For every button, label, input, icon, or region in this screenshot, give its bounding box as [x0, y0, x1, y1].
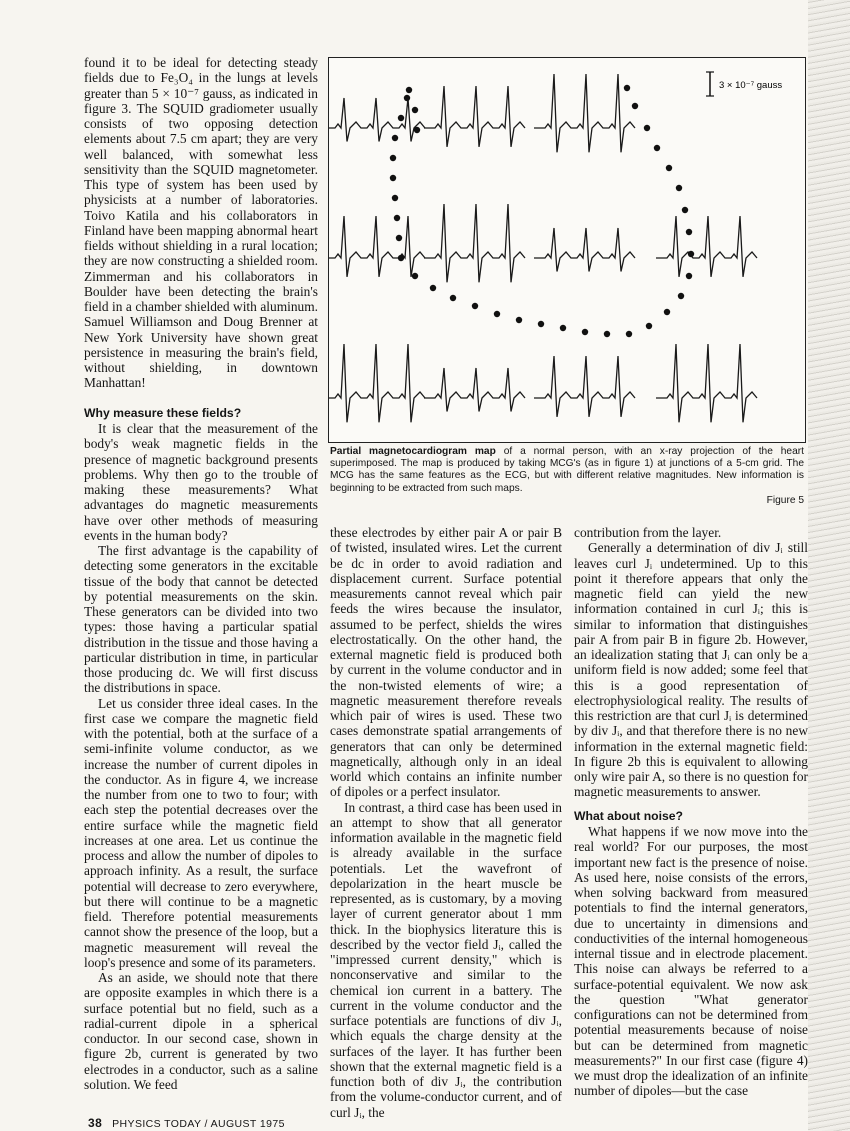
mcg-trace-4 — [329, 216, 425, 277]
heart-outline-dot-3 — [392, 135, 398, 141]
paragraph: Generally a determination of div Jᵢ still leaves curl Jᵢ undetermined. Up to this point it therefore appears that only the magnetic field can yield the new information contained in curl Jᵢ; this is similar to information that distinguishes pair A from pair B in figure 2b. However, an idealization stating that Jᵢ can only be a uniform field is now added; some feel that this is a good representation of electrophysiological reality. The results of this restriction are that curl Jᵢ is determined by div Jᵢ, and that therefore there is no new information in the external magnetic field: In figure 2b this is equivalent to allowing only wire pair A, so there is no question for magnetic measurements to answer. — [574, 540, 808, 800]
heart-outline-dot-28 — [676, 185, 682, 191]
heart-outline-dot-31 — [644, 125, 650, 131]
mcg-map-graphic — [329, 58, 805, 442]
heart-outline-dot-18 — [582, 329, 588, 335]
mcg-trace-6 — [534, 228, 635, 272]
heart-outline-dot-23 — [678, 293, 684, 299]
figure-5-mcg-map — [328, 57, 806, 443]
figure-number: Figure 5 — [766, 494, 804, 506]
mcg-trace-5 — [424, 204, 525, 282]
scale-label: 3 × 10⁻⁷ gauss — [719, 80, 783, 91]
heart-outline-dot-35 — [414, 127, 420, 133]
paragraph: contribution from the layer. — [574, 525, 722, 540]
caption-title: Partial magnetocardiogram map — [330, 446, 496, 457]
column-1-top — [84, 55, 318, 391]
heart-outline-dot-32 — [632, 103, 638, 109]
paragraph: The first advantage is the capability of detecting some generators in the excitable tissue of the body that cannot be detected by potential measurements on the skin. These generators can be divided into two types: those having a particular spatial distribution in the tissue and those having a particular distribution in time, in particular those producing dc. We will first discuss the distributions in space. — [84, 543, 318, 696]
heart-outline-dot-10 — [412, 273, 418, 279]
heart-outline-dot-33 — [624, 85, 630, 91]
section-heading-why: Why measure these fields? — [84, 406, 242, 420]
scale-bar — [706, 72, 782, 96]
heart-outline-dot-29 — [666, 165, 672, 171]
mcg-trace-1 — [329, 98, 425, 142]
heart-outline-dot-19 — [604, 331, 610, 337]
heart-outline-dot-16 — [538, 321, 544, 327]
paragraph: In contrast, a third case has been used in an attempt to show that all generator information available in the magnetic field is already available in the surface potentials. Let the wavefront of depolarization in the heart muscle be represented, as is customary, by a moving layer of current generator about 1 mm thick. In the biophysics literature this is described by the vector field Jᵢ, called the "impressed current density," which is nonconservative and similar to the chemical ion current in a battery. The current in the volume conductor and the surface potentials are functions of div Jᵢ, which equals the charge density at the surfaces of the layer. It has further been shown that the external magnetic field is a function both of div Jᵢ, the contribution from the volume-conductor current, and of curl Jᵢ, the — [330, 799, 562, 1120]
heart-outline-dot-4 — [390, 155, 396, 161]
heart-outline-dot-9 — [398, 255, 404, 261]
heart-outline-dot-12 — [450, 295, 456, 301]
heart-outline-dot-7 — [394, 215, 400, 221]
paragraph: Let us consider three ideal cases. In the first case we compare the magnetic field with the potential, both at the surface of a semi-infinite volume conductor, as we increase the number of current dipoles in the conductor. As in figure 4, we increase the number from one to two to four; with each step the potential decreases over the entire surface while the magnetic field increases at one area. Let us continue the process and allow the number of dipoles to approach infinity. As a result, the surface potential will decrease to zero everywhere, but there will continue to be a magnetic field. Therefore potential measurements cannot show the presence of the loop, but a magnetic measurement will reveal the loop's presence and some of its parameters. — [84, 695, 318, 970]
figure-caption — [330, 446, 804, 507]
heart-outline-dot-34 — [412, 107, 418, 113]
heart-outline-dot-27 — [682, 207, 688, 213]
section-heading-noise: What about noise? — [574, 809, 684, 823]
mcg-trace-2 — [424, 86, 525, 147]
heart-outline-dot-8 — [396, 235, 402, 241]
mcg-trace-3 — [534, 74, 635, 152]
heart-outline-dot-24 — [686, 273, 692, 279]
scan-edge-artifact — [808, 0, 850, 1131]
heart-outline-dot-17 — [560, 325, 566, 331]
heart-outline-dot-21 — [646, 323, 652, 329]
heart-outline-dot-2 — [398, 115, 404, 121]
heart-outline-dot-25 — [688, 251, 694, 257]
paragraph: It is clear that the measurement of the body's weak magnetic fields in the presence of magnetic background presents problems. Why then go to the trouble of making these measurements? What advantages do magnetic measurements have over other methods of measuring events in the human body? — [84, 421, 318, 543]
heart-outline-dot-6 — [392, 195, 398, 201]
heart-outline-dot-36 — [406, 87, 412, 93]
heart-outline-dot-26 — [686, 229, 692, 235]
heart-outline-dot-30 — [654, 145, 660, 151]
heart-outline-dot-22 — [664, 309, 670, 315]
mcg-trace-11 — [656, 344, 757, 422]
page-footer — [88, 1116, 285, 1130]
journal-info: PHYSICS TODAY / AUGUST 1975 — [112, 1118, 285, 1130]
paragraph: What happens if we now move into the real world? For our purposes, the most important new fact is the presence of noise. As used here, noise consists of the errors, when solving backward from measured potentials to find the internal generators, due to uncertainty in dimensions and conductivities of the internal homogeneous internal tissue and in electrode placement. This noise can always be referred to a surface-potential equivalent. We now ask the question "What generator configurations can not be determined from potential measurements because of noise but can be determined from magnetic measurements?" In our first case (figure 4) we must drop the idealization of an infinite number of dipoles—but the case — [574, 824, 808, 1099]
mcg-trace-9 — [424, 368, 525, 412]
column-3-lower — [574, 808, 808, 1099]
column-3 — [574, 525, 808, 800]
heart-outline-dot-13 — [472, 303, 478, 309]
column-1-bottom — [84, 405, 318, 1092]
caption-text: of a normal person, with an x-ray projection of the heart superimposed. The map is produced by taking MCG's (as in figure 1) at junctions of a 5-cm grid. The MCG has the same features as the ECG, but with different relative magnitudes. New information is beginning to be extracted from such maps. — [330, 446, 804, 494]
column-2 — [330, 525, 562, 1120]
paragraph: As an aside, we should note that there are opposite examples in which there is a surface potential but no field, such as a radial-current dipole in a spherical conductor. In our second case, shown in figure 2b, current is generated by two electrodes in a conductor, such as a saline solution. We feed — [84, 970, 318, 1092]
mcg-trace-7 — [656, 216, 757, 277]
heart-outline-dot-11 — [430, 285, 436, 291]
mcg-trace-10 — [534, 356, 635, 417]
paragraph: these electrodes by either pair A or pair B of twisted, insulated wires. Let the current be dc in order to avoid radiation and displacement current. Surface potential measurements cannot reveal which pair feeds the wires because the insulator, assumed to be perfect, shields the wires electrostatically. On the other hand, the external magnetic field is produced both by current in the volume conductor and in the non-twisted elements of wire; a magnetic measurement therefore reveals which pair of wires is used. These two cases demonstrate spatial arrangements of generators that can only be determined magnetically, although only in an ideal world which contains an infinite number of dipoles or a perfect insulator. — [330, 525, 562, 800]
page-number: 38 — [88, 1116, 103, 1130]
heart-outline-dot-1 — [404, 95, 410, 101]
mcg-trace-8 — [329, 344, 425, 422]
heart-outline-dot-20 — [626, 331, 632, 337]
heart-outline-dot-14 — [494, 311, 500, 317]
paragraph: found it to be ideal for detecting steady fields due to Fe₃O₄ in the lungs at levels greater than 5 × 10⁻⁷ gauss, as indicated in figure 3. The SQUID gradiometer usually consists of two opposing detection elements about 7.5 cm apart; they are very well balanced, with somewhat less sensitivity than the SQUID magnetometer. This type of system has been used by physicists at a number of laboratories. Toivo Katila and his collaborators in Finland have been mapping abnormal heart fields without shielding in a rural location; they are now constructing a shielded room. Zimmerman and his collaborators in Boulder have been detecting the brain's field in a chamber shielded with aluminum. Samuel Williamson and Doug Brenner at New York University have shown great persistence in measuring the brain's field, without shielding, in downtown Manhattan! — [84, 55, 318, 391]
heart-outline-dot-5 — [390, 175, 396, 181]
heart-outline-dot-15 — [516, 317, 522, 323]
